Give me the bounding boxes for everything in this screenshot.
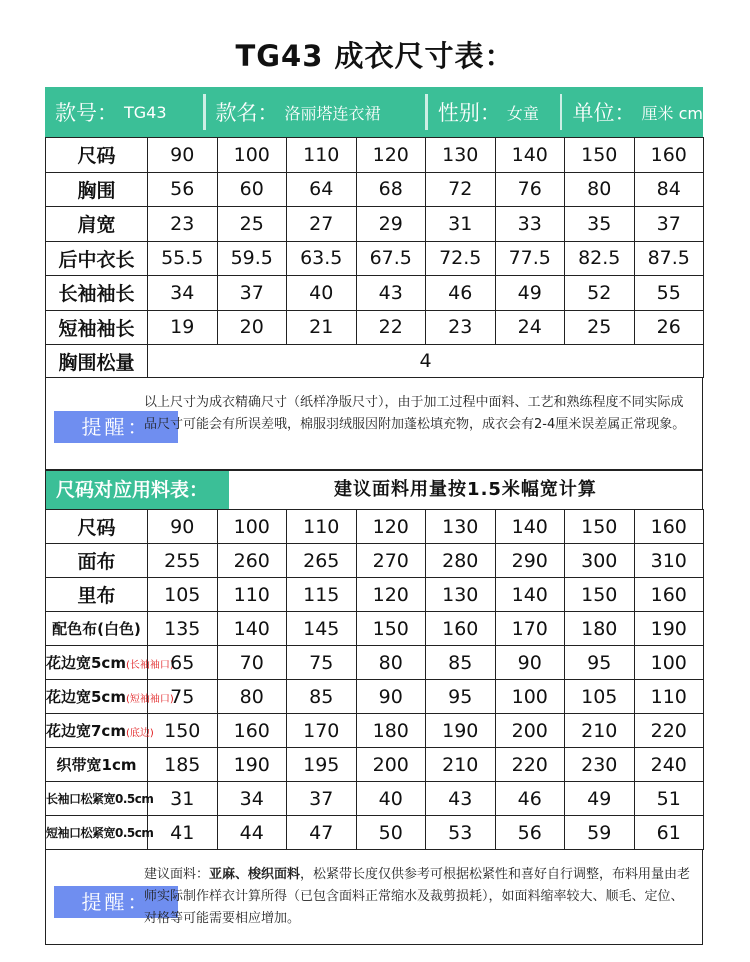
row-label (46, 510, 148, 544)
table-cell: 120 (356, 138, 426, 173)
table-cell: 44 (217, 816, 287, 850)
table-row (46, 510, 704, 544)
table-row (46, 680, 704, 714)
table-cell: 150 (148, 714, 218, 748)
note-text: 以上尺寸为成衣精确尺寸（纸样净版尺寸），由于加工过程中面料、工艺和熟练程度不同实际成品尺寸可能会有所误差哦，棉服羽绒服因附加蓬松填充物，成衣会有2-4厘米误差属正常现象。 (144, 395, 686, 432)
table-cell: 95 (426, 680, 496, 714)
row-label (46, 646, 174, 680)
gender-key: 性别： (437, 101, 501, 125)
table-cell: 77.5 (495, 241, 565, 276)
style-name-value: 洛丽塔连衣裙 (284, 103, 381, 123)
row-label (46, 748, 148, 782)
table-cell: 85 (426, 646, 496, 680)
table-cell: 160 (634, 510, 704, 544)
table-cell: 64 (287, 172, 357, 207)
divider (560, 94, 563, 130)
table-row (46, 612, 704, 646)
table-cell: 160 (426, 612, 496, 646)
table-cell: 180 (356, 714, 426, 748)
table-cell: 110 (287, 138, 357, 173)
unit (562, 87, 702, 137)
row-label (46, 612, 148, 646)
table-cell: 195 (287, 748, 357, 782)
table-cell: 31 (426, 207, 496, 242)
table-row (46, 241, 704, 276)
table-cell: 220 (495, 748, 565, 782)
row-label-text: 花边宽7cm (46, 722, 126, 740)
table-cell: 150 (565, 138, 635, 173)
table-cell: 90 (148, 138, 218, 173)
table-cell: 160 (634, 578, 704, 612)
table-cell: 130 (426, 578, 496, 612)
table-cell: 27 (287, 207, 357, 242)
table-cell: 72 (426, 172, 496, 207)
table-cell: 55.5 (148, 241, 218, 276)
style-no-value: TG43 (124, 102, 167, 122)
table-cell: 33 (495, 207, 565, 242)
table-cell: 40 (356, 782, 426, 816)
table-cell: 190 (426, 714, 496, 748)
table-cell: 180 (565, 612, 635, 646)
note-box-1 (45, 377, 703, 470)
table-cell: 50 (356, 816, 426, 850)
table-cell: 270 (356, 544, 426, 578)
table-cell: 20 (217, 310, 287, 345)
row-label (46, 172, 148, 207)
style-no (45, 87, 203, 137)
table-cell: 59.5 (217, 241, 287, 276)
row-label-text: 短袖袖长 (58, 317, 135, 340)
fabric-table-subtitle: 建议面料用量按1.5米幅宽计算 (334, 479, 597, 500)
table-cell: 4 (148, 345, 704, 378)
row-label-text: 面布 (77, 551, 116, 573)
divider (203, 94, 206, 130)
table-cell: 220 (634, 714, 704, 748)
table-cell: 47 (287, 816, 357, 850)
table-row (46, 816, 704, 850)
row-label-text: 织带宽1cm (56, 756, 137, 774)
row-label (46, 578, 148, 612)
table-cell: 110 (287, 510, 357, 544)
table-cell: 135 (148, 612, 218, 646)
table-cell: 23 (148, 207, 218, 242)
table-cell: 230 (565, 748, 635, 782)
row-label (46, 241, 148, 276)
table-cell: 80 (356, 646, 426, 680)
table-cell: 37 (634, 207, 704, 242)
row-label (46, 714, 154, 748)
divider (425, 94, 428, 130)
table-row (46, 345, 704, 378)
gender-value: 女童 (506, 103, 539, 123)
table-cell: 170 (495, 612, 565, 646)
table-cell: 145 (287, 612, 357, 646)
table-cell: 240 (634, 748, 704, 782)
table-row (46, 310, 704, 345)
table-row (46, 207, 704, 242)
table-cell: 23 (426, 310, 496, 345)
table-cell: 72.5 (426, 241, 496, 276)
table-cell: 110 (217, 578, 287, 612)
row-label (46, 138, 148, 173)
table-cell: 140 (495, 510, 565, 544)
table-cell: 34 (148, 276, 218, 311)
table-cell: 310 (634, 544, 704, 578)
table-cell: 280 (426, 544, 496, 578)
table-cell: 51 (634, 782, 704, 816)
table-cell: 24 (495, 310, 565, 345)
table-row (46, 544, 704, 578)
row-label (46, 782, 154, 816)
table-row (46, 782, 704, 816)
row-label-text: 花边宽5cm (46, 688, 126, 706)
row-label-text: 配色布(白色) (52, 620, 141, 638)
table-cell: 95 (565, 646, 635, 680)
table-cell: 130 (426, 510, 496, 544)
table-cell: 29 (356, 207, 426, 242)
fabric-table-title: 尺码对应用料表： (46, 471, 229, 509)
table-cell: 35 (565, 207, 635, 242)
row-label-text: 花边宽5cm (46, 654, 126, 672)
table-cell: 150 (565, 578, 635, 612)
row-label-text: 长袖袖长 (58, 283, 135, 306)
table-cell: 265 (287, 544, 357, 578)
note-lead: 建议面料： (144, 867, 210, 882)
table-cell: 100 (217, 138, 287, 173)
unit-value: 厘米 cm (641, 103, 703, 123)
table-row (46, 714, 704, 748)
table-cell: 200 (356, 748, 426, 782)
table-cell: 41 (148, 816, 218, 850)
table-cell: 140 (495, 578, 565, 612)
table-cell: 76 (495, 172, 565, 207)
size-table (45, 137, 704, 378)
table-cell: 22 (356, 310, 426, 345)
table-cell: 80 (565, 172, 635, 207)
table-cell: 55 (634, 276, 704, 311)
row-label (46, 207, 148, 242)
style-name-key: 款名： (215, 101, 279, 125)
table-cell: 52 (565, 276, 635, 311)
table-cell: 120 (356, 510, 426, 544)
table-cell: 75 (148, 680, 218, 714)
table-cell: 31 (148, 782, 218, 816)
row-label-text: 短袖口松紧宽0.5cm (46, 826, 154, 840)
table-cell: 40 (287, 276, 357, 311)
table-cell: 19 (148, 310, 218, 345)
table-cell: 115 (287, 578, 357, 612)
table-cell: 87.5 (634, 241, 704, 276)
table-cell: 61 (634, 816, 704, 850)
table-cell: 185 (148, 748, 218, 782)
table-cell: 130 (426, 138, 496, 173)
row-label-note: (短袖袖口) (125, 694, 174, 705)
table-cell: 49 (495, 276, 565, 311)
table-cell: 90 (495, 646, 565, 680)
fabric-header-bar (45, 470, 703, 510)
table-cell: 255 (148, 544, 218, 578)
table-cell: 63.5 (287, 241, 357, 276)
table-cell: 49 (565, 782, 635, 816)
table-cell: 43 (426, 782, 496, 816)
table-cell: 105 (148, 578, 218, 612)
table-cell: 82.5 (565, 241, 635, 276)
row-label-text: 肩宽 (77, 214, 116, 237)
table-cell: 67.5 (356, 241, 426, 276)
row-label-text: 后中衣长 (58, 248, 135, 271)
table-cell: 190 (634, 612, 704, 646)
table-cell: 46 (495, 782, 565, 816)
table-cell: 25 (565, 310, 635, 345)
table-cell: 100 (217, 510, 287, 544)
gender (428, 87, 560, 137)
table-cell: 300 (565, 544, 635, 578)
table-cell: 34 (217, 782, 287, 816)
table-cell: 120 (356, 578, 426, 612)
table-cell: 105 (565, 680, 635, 714)
table-cell: 210 (565, 714, 635, 748)
table-cell: 210 (426, 748, 496, 782)
note-rest: ，松紧带长度仅供参考可根据松紧性和喜好自行调整，布料用量由老师实际制作样衣计算所得（已包含面料正常缩水及裁剪损耗），如面料缩率较大、顺毛、定位、对格等可能需要相应增加。 (144, 867, 691, 926)
row-label-text: 长袖口松紧宽0.5cm (46, 792, 154, 806)
row-label-text: 里布 (77, 585, 116, 607)
table-cell: 46 (426, 276, 496, 311)
row-label (46, 276, 148, 311)
table-cell: 260 (217, 544, 287, 578)
row-label (46, 680, 174, 714)
table-cell: 140 (217, 612, 287, 646)
table-cell: 43 (356, 276, 426, 311)
table-cell: 100 (634, 646, 704, 680)
table-cell: 140 (495, 138, 565, 173)
table-cell: 37 (217, 276, 287, 311)
note-box-2 (45, 849, 703, 945)
row-label-note: (底边) (125, 728, 154, 739)
table-cell: 85 (287, 680, 357, 714)
table-cell: 21 (287, 310, 357, 345)
reminder-tag: 提醒： (54, 886, 178, 918)
table-cell: 56 (148, 172, 218, 207)
table-row (46, 138, 704, 173)
table-cell: 90 (356, 680, 426, 714)
row-label: 胸围松量 (46, 345, 148, 378)
style-name (206, 87, 425, 137)
table-cell: 100 (495, 680, 565, 714)
table-cell: 37 (287, 782, 357, 816)
table-cell: 190 (217, 748, 287, 782)
info-header-bar (45, 87, 703, 137)
table-row (46, 276, 704, 311)
row-label-text: 尺码 (77, 517, 116, 539)
table-cell: 90 (148, 510, 218, 544)
table-row (46, 748, 704, 782)
row-label (46, 544, 148, 578)
table-cell: 170 (287, 714, 357, 748)
row-label (46, 816, 154, 850)
table-cell: 26 (634, 310, 704, 345)
table-cell: 150 (356, 612, 426, 646)
table-cell: 75 (287, 646, 357, 680)
table-cell: 150 (565, 510, 635, 544)
row-label (46, 310, 148, 345)
table-cell: 160 (217, 714, 287, 748)
note-bold: 亚麻、梭织面料 (209, 867, 301, 882)
unit-key: 单位： (572, 101, 636, 125)
row-label-note: (长袖袖口) (125, 660, 174, 671)
table-cell: 60 (217, 172, 287, 207)
table-row (46, 172, 704, 207)
row-label-text: 胸围 (77, 179, 116, 202)
table-cell: 68 (356, 172, 426, 207)
table-cell: 59 (565, 816, 635, 850)
table-cell: 200 (495, 714, 565, 748)
fabric-table (45, 509, 704, 850)
table-cell: 53 (426, 816, 496, 850)
page-title: TG43 成衣尺寸表： (235, 39, 515, 73)
table-cell: 70 (217, 646, 287, 680)
table-cell: 160 (634, 138, 704, 173)
reminder-tag: 提醒： (54, 411, 178, 443)
style-no-key: 款号： (55, 101, 118, 125)
table-cell: 25 (217, 207, 287, 242)
table-cell: 65 (148, 646, 218, 680)
table-cell: 110 (634, 680, 704, 714)
note-text (144, 864, 692, 930)
table-cell: 84 (634, 172, 704, 207)
table-row (46, 578, 704, 612)
table-cell: 56 (495, 816, 565, 850)
row-label-text: 尺码 (77, 145, 116, 168)
table-row (46, 646, 704, 680)
table-cell: 290 (495, 544, 565, 578)
table-cell: 80 (217, 680, 287, 714)
